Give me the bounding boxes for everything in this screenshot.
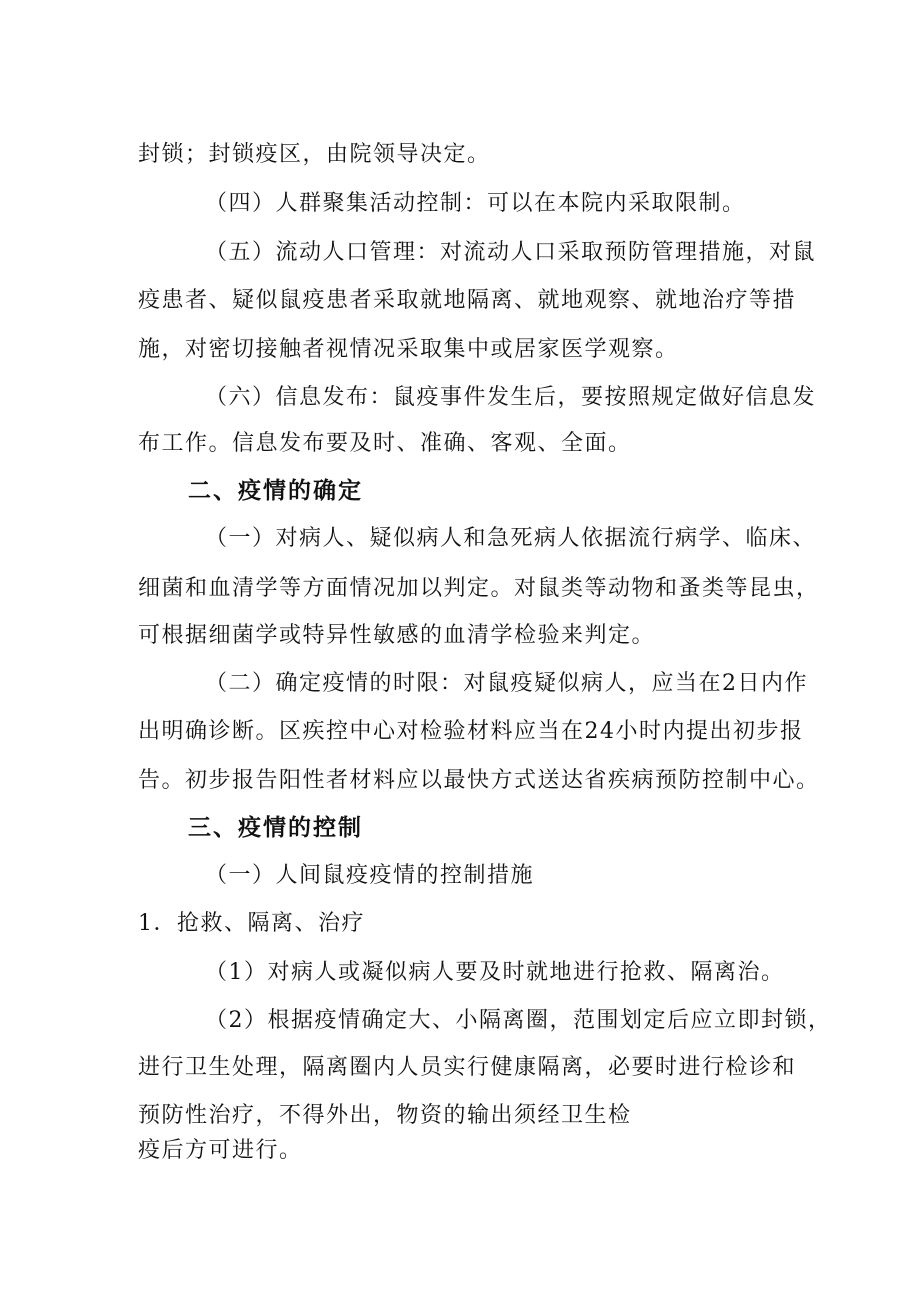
section-heading: 二、疫情的确定 (188, 478, 363, 504)
paragraph-line: 施，对密切接触者视情况采取集中或居家医学观察。 (138, 337, 679, 362)
paragraph-line: （二）确定疫情的时限：对鼠疫疑似病人，应当在2日内作 (205, 671, 808, 696)
paragraph-line: （四）人群聚集活动控制：可以在本院内采取限制。 (205, 191, 746, 216)
paragraph-line: 出明确诊断。区疾控中心对检验材料应当在24小时内提出初步报 (138, 719, 804, 744)
paragraph-line: （一）人间鼠疫疫情的控制措施 (205, 863, 535, 888)
paragraph-line: 布工作。信息发布要及时、准确、客观、全面。 (138, 431, 632, 456)
paragraph-line: （2）根据疫情确定大、小隔离圈，范围划定后应立即封锁， (205, 1008, 832, 1033)
paragraph-line: 告。初步报告阳性者材料应以最快方式送达省疾病预防控制中心。 (138, 768, 820, 793)
paragraph-line: 疫后方可进行。 (138, 1138, 303, 1163)
paragraph-line: 可根据细菌学或特异性敏感的血清学检验来判定。 (138, 623, 656, 648)
paragraph-line: （六）信息发布：鼠疫事件发生后，要按照规定做好信息发 (205, 385, 817, 410)
paragraph-line: 预防性治疗，不得外出，物资的输出须经卫生检 (138, 1103, 632, 1128)
paragraph-line: 进行卫生处理，隔离圈内人员实行健康隔离，必要时进行检诊和 (138, 1055, 797, 1080)
paragraph-line: （1）对病人或凝似病人要及时就地进行抢救、隔离治。 (205, 960, 785, 985)
paragraph-line: （一）对病人、疑似病人和急死病人依据流行病学、临床、 (205, 526, 817, 551)
paragraph-line: 疫患者、疑似鼠疫患者采取就地隔离、就地观察、就地治疗等措 (138, 288, 797, 313)
section-heading: 三、疫情的控制 (188, 815, 363, 841)
paragraph-line: 细菌和血清学等方面情况加以判定。对鼠类等动物和蚤类等昆虫， (138, 576, 820, 601)
paragraph-line: （五）流动人口管理：对流动人口采取预防管理措施，对鼠 (205, 240, 817, 265)
paragraph-line: 1．抢救、隔离、治疗 (138, 911, 365, 936)
paragraph-line: 封锁；封锁疫区，由院领导决定。 (138, 142, 491, 167)
